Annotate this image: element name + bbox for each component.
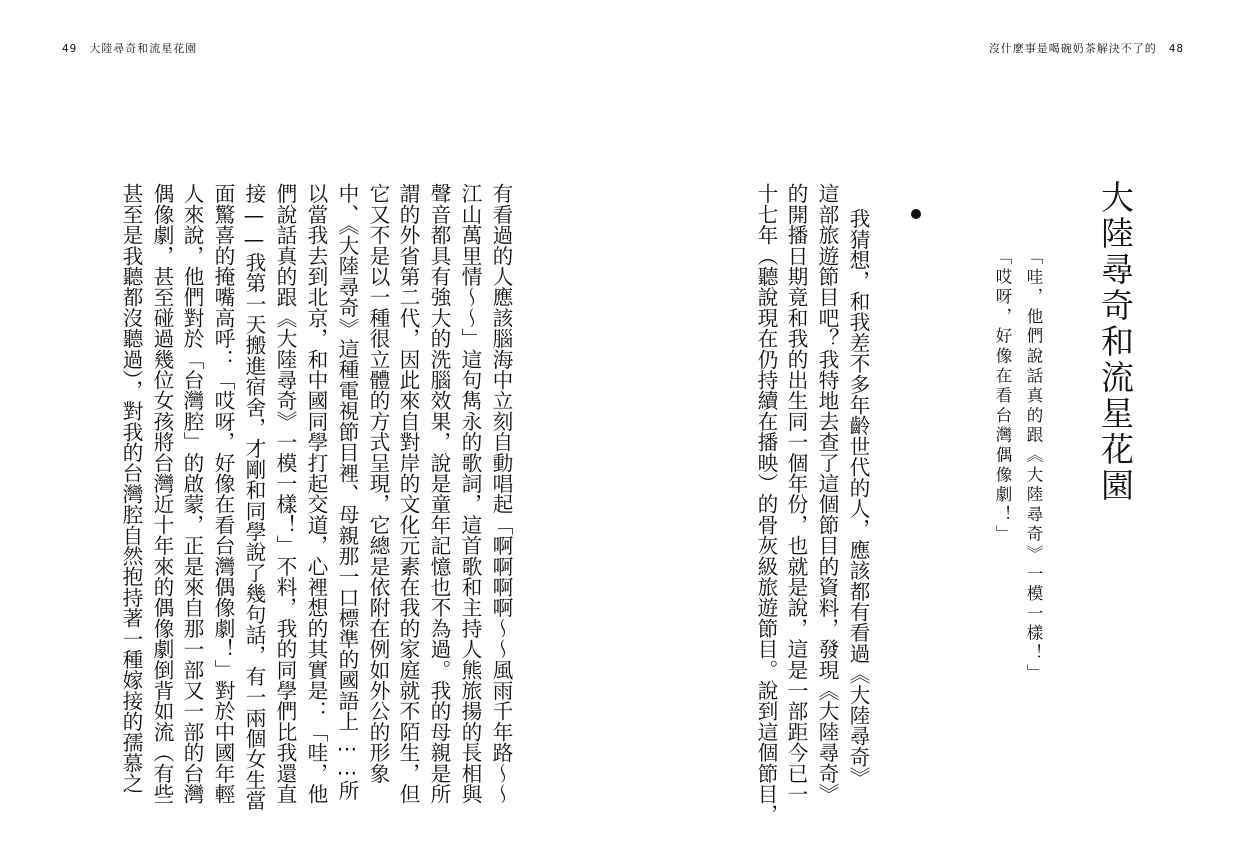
left-page-number: 49 xyxy=(62,42,78,55)
left-running-header xyxy=(62,40,197,56)
body-text-column: 人來說，他們對於「台灣腔」的啟蒙，正是來自那一部又一部的台灣 xyxy=(180,183,204,804)
left-header-title: 大陸尋奇和流星花園 xyxy=(89,42,198,55)
body-text-column: 們說話真的跟《大陸尋奇》一模一樣！」不料，我的同學們比我還直 xyxy=(273,183,297,804)
chapter-quote-1: 「哇，他們說話真的跟《大陸尋奇》一模一樣！」 xyxy=(1024,248,1043,684)
body-text-column: 我猜想，和我差不多年齡世代的人，應該都有看過《大陸尋奇》 xyxy=(846,208,870,788)
section-bullet xyxy=(911,209,921,219)
body-text-column: 以當我去到北京，和中國同學打起交道，心裡想的其實是：「哇，他 xyxy=(304,183,328,804)
body-text-column: 接——我第一天搬進宿舍，才剛和同學說了幾句話，有一兩個女生當 xyxy=(242,183,266,811)
body-text-column: 謂的外省第二代，因此來自對岸的文化元素在我的家庭就不陌生，但 xyxy=(396,183,420,804)
body-text-column: 它又不是以一種很立體的方式呈現，它總是依附在例如外公的形象 xyxy=(366,183,390,784)
body-text-column: 中、《大陸尋奇》這種電視節目裡、母親那一口標準的國語上……所 xyxy=(335,183,359,801)
body-text-column: 的開播日期竟和我的出生同一個年份，也就是說，這是一部距今已一 xyxy=(784,183,808,804)
body-text-column: 這部旅遊節目吧？我特地去查了這個節目的資料，發現《大陸尋奇》 xyxy=(815,183,839,804)
body-text-column: 偶像劇，甚至碰過幾位女孩將台灣近十年來的偶像劇倒背如流（有些 xyxy=(150,183,174,804)
chapter-title: 大陸尋奇和流星花園 xyxy=(1096,180,1135,504)
right-page-number: 48 xyxy=(1168,42,1184,55)
body-text-column: 江山萬里情～～」這句雋永的歌詞，這首歌和主持人熊旅揚的長相與 xyxy=(458,183,482,804)
body-text-column: 有看過的人應該腦海中立刻自動唱起「啊啊啊啊～～風雨千年路～～ xyxy=(489,183,513,804)
right-header-title: 沒什麼事是喝碗奶茶解決不了的 xyxy=(988,42,1157,55)
chapter-quote-2: 「哎呀，好像在看台灣偶像劇！」 xyxy=(993,248,1012,545)
body-text-column: 甚至是我聽都沒聽過），對我的台灣腔自然抱持著一種嫁接的孺慕之 xyxy=(119,183,143,794)
body-text-column: 面驚喜的掩嘴高呼：「哎呀，好像在看台灣偶像劇！」對於中國年輕 xyxy=(211,183,235,804)
body-text-column: 十七年（聽說現在仍持續在播映）的骨灰級旅遊節目。說到這個節目， xyxy=(754,183,778,825)
right-running-header xyxy=(989,40,1184,56)
body-text-column: 聲音都具有強大的洗腦效果，說是童年記憶也不為過。我的母親是所 xyxy=(427,183,451,804)
